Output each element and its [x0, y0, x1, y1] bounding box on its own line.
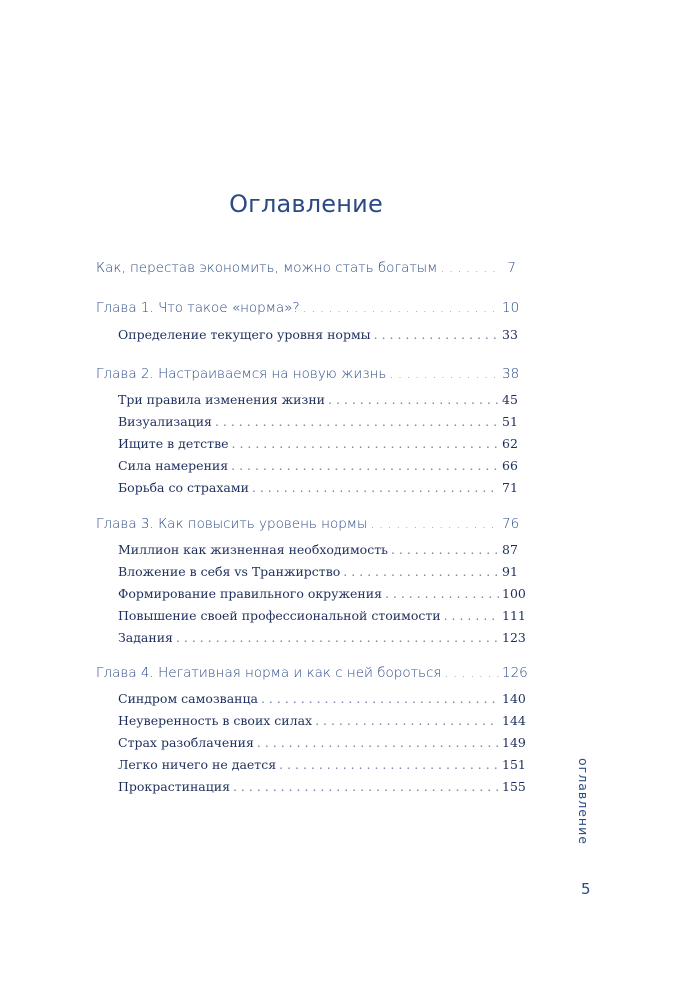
toc-entry[interactable]	[96, 366, 520, 382]
toc-entry[interactable]	[118, 436, 516, 451]
toc-entry-page: 149	[502, 735, 526, 750]
page-title: Оглавление	[229, 190, 383, 218]
toc-entry-page: 91	[502, 564, 518, 579]
toc-entry[interactable]	[118, 713, 526, 728]
toc-entry[interactable]	[118, 564, 516, 579]
toc-entry-title: Задания	[118, 630, 173, 645]
toc-entry-page: 71	[502, 480, 518, 495]
dot-leader	[279, 757, 499, 772]
toc-entry[interactable]	[118, 779, 526, 794]
dot-leader	[389, 366, 499, 382]
toc-entry-page: 33	[502, 327, 518, 342]
toc-entry[interactable]	[96, 260, 516, 276]
toc-entry-title: Синдром самозванца	[118, 691, 258, 706]
toc-entry-page: 62	[502, 436, 518, 451]
toc-entry-page: 155	[502, 779, 526, 794]
toc-entry-title: Три правила изменения жизни	[118, 392, 325, 407]
toc-entry-page: 126	[502, 665, 528, 681]
toc-entry-title: Вложение в себя vs Транжирство	[118, 564, 341, 579]
dot-leader	[303, 300, 499, 316]
toc-entry-page: 51	[502, 414, 518, 429]
dot-leader	[315, 713, 499, 728]
toc-entry-title: Определение текущего уровня нормы	[118, 327, 371, 342]
dot-leader	[444, 665, 499, 681]
dot-leader	[233, 779, 499, 794]
toc-entry-title: Как, перестав экономить, можно стать богатым	[96, 260, 438, 276]
toc-entry-title: Глава 2. Настраиваемся на новую жизнь	[96, 366, 387, 382]
toc-entry[interactable]	[118, 608, 526, 623]
toc-entry[interactable]	[118, 586, 526, 601]
dot-leader	[231, 458, 499, 473]
toc-entry[interactable]	[118, 691, 526, 706]
toc-entry-page: 7	[507, 260, 516, 276]
toc-entry-title: Легко ничего не дается	[118, 757, 277, 772]
dot-leader	[385, 586, 499, 601]
toc-entry-title: Глава 1. Что такое «норма»?	[96, 300, 300, 316]
dot-leader	[391, 542, 499, 557]
dot-leader	[257, 735, 499, 750]
toc-entry-page: 100	[502, 586, 526, 601]
running-head: оглавление	[576, 758, 591, 845]
dot-leader	[232, 436, 499, 451]
toc-entry[interactable]	[96, 665, 528, 681]
dot-leader	[374, 327, 499, 342]
dot-leader	[370, 516, 499, 532]
toc-entry[interactable]	[96, 516, 520, 532]
toc-entry-page: 123	[502, 630, 526, 645]
toc-entry-title: Прокрастинация	[118, 779, 230, 794]
toc-entry-page: 111	[502, 608, 526, 623]
toc-entry-page: 144	[502, 713, 526, 728]
dot-leader	[261, 691, 499, 706]
toc-entry-title: Формирование правильного окружения	[118, 586, 382, 601]
dot-leader	[176, 630, 499, 645]
toc-entry[interactable]	[118, 480, 516, 495]
toc-entry[interactable]	[118, 542, 516, 557]
toc-entry[interactable]	[118, 392, 516, 407]
toc-entry-page: 87	[502, 542, 518, 557]
toc-entry-title: Борьба со страхами	[118, 480, 249, 495]
toc-entry[interactable]	[118, 757, 526, 772]
toc-entry-title: Ищите в детстве	[118, 436, 229, 451]
dot-leader	[215, 414, 499, 429]
toc-entry-title: Сила намерения	[118, 458, 229, 473]
toc-entry-title: Визуализация	[118, 414, 212, 429]
toc-entry-page: 140	[502, 691, 526, 706]
toc-entry-title: Повышение своей профессиональной стоимости	[118, 608, 441, 623]
toc-entry[interactable]	[118, 630, 526, 645]
toc-entry-page: 76	[502, 516, 520, 532]
toc-entry[interactable]	[96, 300, 520, 316]
toc-entry[interactable]	[118, 458, 516, 473]
dot-leader	[343, 564, 499, 579]
toc-entry-page: 38	[502, 366, 520, 382]
toc-entry-title: Миллион как жизненная необходимость	[118, 542, 388, 557]
dot-leader	[328, 392, 499, 407]
toc-entry[interactable]	[118, 414, 516, 429]
dot-leader	[444, 608, 499, 623]
dot-leader	[252, 480, 499, 495]
toc-entry-title: Глава 4. Негативная норма и как с ней бороться	[96, 665, 442, 681]
page-number: 5	[581, 880, 591, 898]
dot-leader	[440, 260, 499, 276]
toc-entry-page: 66	[502, 458, 518, 473]
toc-entry-title: Страх разоблачения	[118, 735, 254, 750]
toc-entry-page: 151	[502, 757, 526, 772]
toc-entry-title: Глава 3. Как повысить уровень нормы	[96, 516, 368, 532]
toc-entry-page: 45	[502, 392, 518, 407]
toc-entry[interactable]	[118, 327, 516, 342]
toc-entry[interactable]	[118, 735, 526, 750]
toc-entry-title: Неуверенность в своих силах	[118, 713, 313, 728]
toc-entry-page: 10	[502, 300, 520, 316]
